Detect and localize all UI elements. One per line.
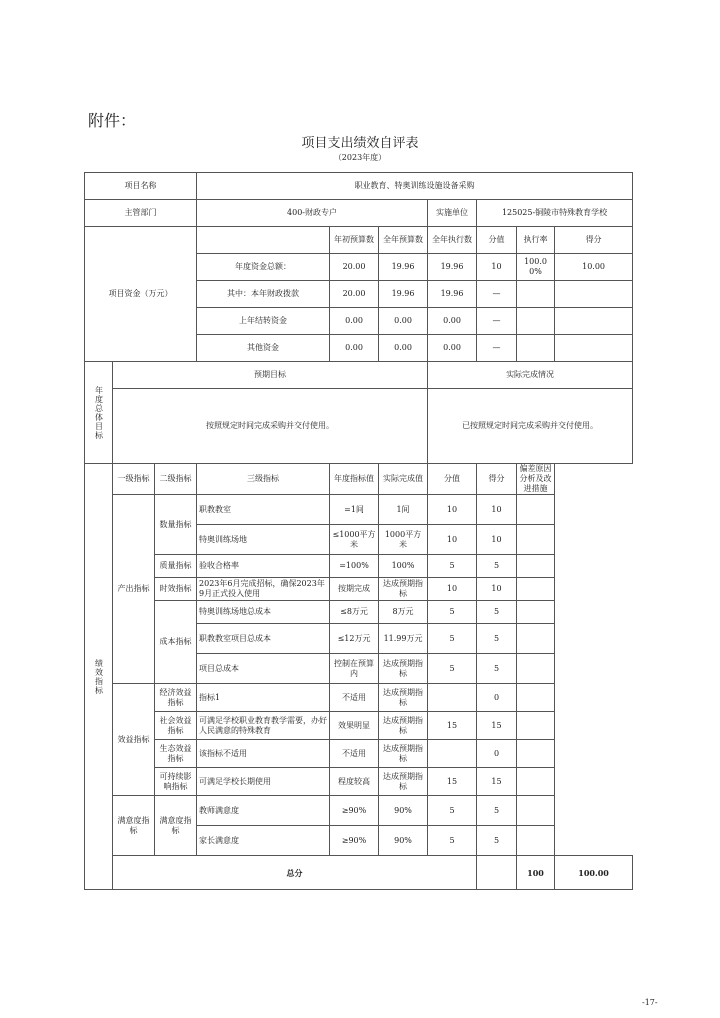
- table-row: [85, 495, 633, 525]
- unit-value: 125025-铜陵市特殊教育学校: [477, 200, 633, 227]
- funds-header: 得分: [555, 227, 633, 254]
- indicator-name: 可满足学校职业教育教学需要，办好人民满意的特殊教育: [197, 712, 330, 740]
- perf-header: 得分: [477, 464, 517, 495]
- indicator-score: 5: [477, 654, 517, 684]
- perf-header: 分值: [428, 464, 477, 495]
- funds-rate: [517, 335, 555, 362]
- indicator-name: 项目总成本: [197, 654, 330, 684]
- indicator-value: 10: [428, 525, 477, 555]
- indicator-name: 可满足学校长期使用: [197, 768, 330, 796]
- funds-executed: 0.00: [428, 308, 477, 335]
- indicator-actual: 8万元: [379, 601, 428, 624]
- perf-header: 二级指标: [155, 464, 197, 495]
- dept-label: 主管部门: [85, 200, 197, 227]
- indicator-target: ≥90%: [330, 796, 379, 826]
- table-row: [85, 601, 633, 624]
- funds-header: 全年预算数: [379, 227, 428, 254]
- indicator-value: 5: [428, 555, 477, 578]
- project-name: 职业教育、特奥训练设施设备采购: [197, 173, 633, 200]
- indicator-name: 验收合格率: [197, 555, 330, 578]
- indicator-target: ≤8万元: [330, 601, 379, 624]
- indicator-actual: 达成预期指标: [379, 654, 428, 684]
- indicator-actual: 达成预期指标: [379, 740, 428, 768]
- indicator-actual: 11.99万元: [379, 624, 428, 654]
- perf-header: 实际完成值: [379, 464, 428, 495]
- indicator-name: 职教教室: [197, 495, 330, 525]
- funds-executed: 19.96: [428, 281, 477, 308]
- indicator-value: [428, 740, 477, 768]
- funds-executed: 0.00: [428, 335, 477, 362]
- funds-annual: 0.00: [379, 308, 428, 335]
- perf-label: 绩效指标: [85, 464, 113, 890]
- indicator-target: ≥90%: [330, 826, 379, 856]
- unit-label: 实施单位: [428, 200, 477, 227]
- funds-header: 年初预算数: [330, 227, 379, 254]
- funds-initial: 0.00: [330, 308, 379, 335]
- indicator-actual: 90%: [379, 796, 428, 826]
- funds-initial: 20.00: [330, 281, 379, 308]
- funds-rate: [517, 308, 555, 335]
- attachment-label: 附件：: [88, 111, 137, 130]
- indicator-score: 5: [477, 555, 517, 578]
- funds-score-value: —: [477, 335, 517, 362]
- level2-quality: 质量指标: [155, 555, 197, 578]
- funds-header: 全年执行数: [428, 227, 477, 254]
- indicator-actual: 达成预期指标: [379, 768, 428, 796]
- indicator-value: 10: [428, 578, 477, 601]
- level2-economic: 经济效益指标: [155, 684, 197, 712]
- dept-value: 400-财政专户: [197, 200, 428, 227]
- indicator-target: 控制在预算内: [330, 654, 379, 684]
- indicator-score: 5: [477, 796, 517, 826]
- indicator-target: ≤1000平方米: [330, 525, 379, 555]
- indicator-name: 职教教室项目总成本: [197, 624, 330, 654]
- total-label: 总分: [113, 856, 477, 890]
- indicator-value: 5: [428, 796, 477, 826]
- funds-annual: 19.96: [379, 281, 428, 308]
- expected-goal-header: 预期目标: [113, 362, 428, 389]
- indicator-actual: 达成预期指标: [379, 684, 428, 712]
- funds-executed: 19.96: [428, 254, 477, 281]
- indicator-target: 不适用: [330, 740, 379, 768]
- table-row: [85, 684, 633, 712]
- indicator-name: 教师满意度: [197, 796, 330, 826]
- level1-benefit: 效益指标: [113, 684, 155, 796]
- indicator-value: 5: [428, 826, 477, 856]
- funds-score: [555, 281, 633, 308]
- indicator-actual: 1000平方米: [379, 525, 428, 555]
- funds-row-label: 其他资金: [197, 335, 330, 362]
- level2-cost: 成本指标: [155, 601, 197, 684]
- expected-goal: 按照规定时间完成采购并交付使用。: [113, 389, 428, 464]
- indicator-value: 10: [428, 495, 477, 525]
- level1-satisfaction: 满意度指标: [113, 796, 155, 856]
- indicator-name: 特奥训练场地总成本: [197, 601, 330, 624]
- funds-initial: 0.00: [330, 335, 379, 362]
- indicator-name: 该指标不适用: [197, 740, 330, 768]
- actual-result-header: 实际完成情况: [428, 362, 633, 389]
- indicator-score: 5: [477, 601, 517, 624]
- perf-header: 一级指标: [113, 464, 155, 495]
- indicator-name: 特奥训练场地: [197, 525, 330, 555]
- indicator-actual: 达成预期指标: [379, 712, 428, 740]
- indicator-value: 5: [428, 654, 477, 684]
- indicator-target: 不适用: [330, 684, 379, 712]
- indicator-target: ≤12万元: [330, 624, 379, 654]
- table-row: [85, 555, 633, 578]
- indicator-value: 15: [428, 712, 477, 740]
- indicator-actual: 90%: [379, 826, 428, 856]
- indicator-score: 5: [477, 826, 517, 856]
- indicator-actual: 达成预期指标: [379, 578, 428, 601]
- indicator-value: [428, 684, 477, 712]
- indicator-score: 15: [477, 768, 517, 796]
- funds-score-value: 10: [477, 254, 517, 281]
- indicator-score: 0: [477, 684, 517, 712]
- total-value: 100: [517, 856, 555, 890]
- funds-score-value: —: [477, 308, 517, 335]
- level2-sustainable: 可持续影响指标: [155, 768, 197, 796]
- funds-initial: 20.00: [330, 254, 379, 281]
- funds-row-label: 上年结转资金: [197, 308, 330, 335]
- table-row: [85, 796, 633, 826]
- level2-quantity: 数量指标: [155, 495, 197, 555]
- funds-annual: 19.96: [379, 254, 428, 281]
- table-title: 项目支出绩效自评表: [301, 136, 419, 151]
- indicator-name: 家长满意度: [197, 826, 330, 856]
- page-number: -17-: [642, 998, 658, 1007]
- perf-header: 年度指标值: [330, 464, 379, 495]
- indicator-target: =100%: [330, 555, 379, 578]
- indicator-value: 5: [428, 624, 477, 654]
- indicator-name: 2023年6月完成招标，确保2023年9月正式投入使用: [197, 578, 330, 601]
- indicator-target: =1间: [330, 495, 379, 525]
- level2-satisfaction: 满意度指标: [155, 796, 197, 856]
- funds-header: 分值: [477, 227, 517, 254]
- indicator-score: 5: [477, 624, 517, 654]
- indicator-target: 程度较高: [330, 768, 379, 796]
- level1-output: 产出指标: [113, 495, 155, 684]
- level2-ecological: 生态效益指标: [155, 740, 197, 768]
- indicator-value: 5: [428, 601, 477, 624]
- perf-header: 偏差原因分析及改进措施: [517, 464, 555, 495]
- project-name-label: 项目名称: [85, 173, 197, 200]
- funds-row-label: 年度资金总额：: [197, 254, 330, 281]
- funds-score-value: —: [477, 281, 517, 308]
- table-row: [85, 740, 633, 768]
- evaluation-table: [84, 172, 633, 890]
- funds-label: 项目资金（万元）: [85, 227, 197, 362]
- goals-label: 年度总体目标: [85, 362, 113, 464]
- indicator-score: 10: [477, 495, 517, 525]
- funds-rate: [517, 281, 555, 308]
- table-row: [85, 768, 633, 796]
- level2-social: 社会效益指标: [155, 712, 197, 740]
- table-subtitle: （2023年度）: [333, 153, 387, 162]
- indicator-score: 15: [477, 712, 517, 740]
- indicator-target: 效果明显: [330, 712, 379, 740]
- indicator-actual: 1间: [379, 495, 428, 525]
- actual-result: 已按照规定时间完成采购并交付使用。: [428, 389, 633, 464]
- total-score: 100.00: [555, 856, 633, 890]
- indicator-name: 指标1: [197, 684, 330, 712]
- table-row: [85, 712, 633, 740]
- level2-timeliness: 时效指标: [155, 578, 197, 601]
- indicator-target: 按期完成: [330, 578, 379, 601]
- table-row: [85, 578, 633, 601]
- indicator-score: 10: [477, 578, 517, 601]
- funds-score: [555, 308, 633, 335]
- indicator-value: 15: [428, 768, 477, 796]
- perf-header: 三级指标: [197, 464, 330, 495]
- funds-score: 10.00: [555, 254, 633, 281]
- funds-annual: 0.00: [379, 335, 428, 362]
- indicator-score: 10: [477, 525, 517, 555]
- funds-score: [555, 335, 633, 362]
- indicator-score: 0: [477, 740, 517, 768]
- funds-header: 执行率: [517, 227, 555, 254]
- funds-row-label: 其中：本年财政拨款: [197, 281, 330, 308]
- funds-rate: 100.00%: [517, 254, 555, 281]
- indicator-actual: 100%: [379, 555, 428, 578]
